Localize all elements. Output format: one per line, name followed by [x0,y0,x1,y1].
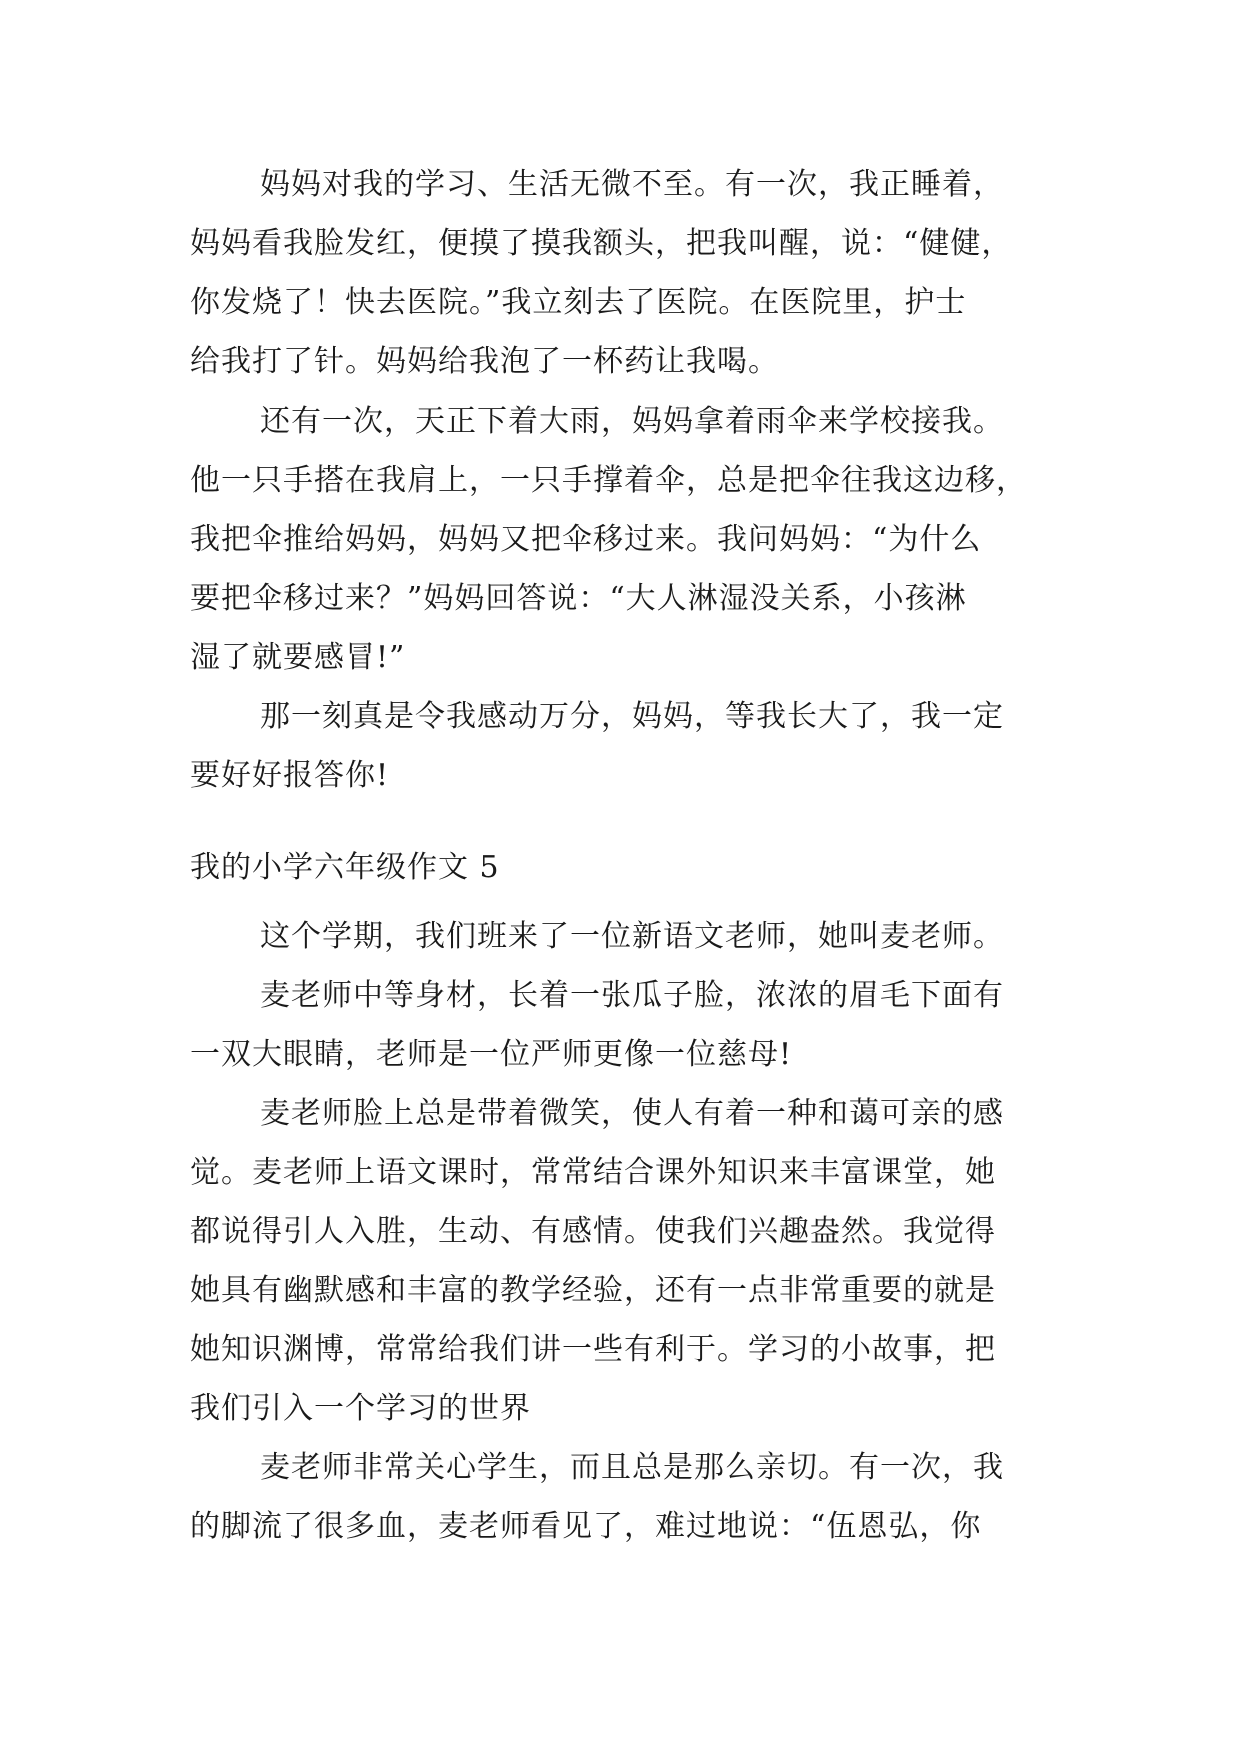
paragraph [190,907,1050,966]
text-line: 给我打了针。妈妈给我泡了一杯药让我喝。 [190,344,779,379]
text-line: 那一刻真是令我感动万分，妈妈，等我长大了，我一定 [260,699,1004,734]
text-line: 妈妈看我脸发红，便摸了摸我额头，把我叫醒，说：“健健， [190,226,1013,261]
paragraph [190,687,1050,805]
text-line: 麦老师脸上总是带着微笑，使人有着一种和蔼可亲的感 [260,1096,1004,1131]
text-line: 你发烧了！快去医院。”我立刻去了医院。在医院里，护士 [190,285,967,320]
text-line: 觉。麦老师上语文课时，常常结合课外知识来丰富课堂，她 [190,1155,996,1190]
text-line: 要把伞移过来？”妈妈回答说：“大人淋湿没关系，小孩淋 [190,581,967,616]
text-line: 一双大眼睛，老师是一位严师更像一位慈母! [190,1037,793,1072]
text-line: 他一只手搭在我肩上，一只手撑着伞，总是把伞往我这边移， [190,463,1027,498]
text-line: 我们引入一个学习的世界 [190,1391,531,1426]
text-line: 这个学期，我们班来了一位新语文老师，她叫麦老师。 [260,919,1004,954]
text-line: 还有一次，天正下着大雨，妈妈拿着雨伞来学校接我。 [260,404,1004,439]
text-line: 妈妈对我的学习、生活无微不至。有一次，我正睡着， [260,167,1004,202]
paragraph [190,966,1050,1084]
text-line: 都说得引人入胜，生动、有感情。使我们兴趣盎然。我觉得 [190,1214,996,1249]
paragraph [190,1438,1050,1556]
text-line: 要好好报答你! [190,758,390,793]
text-line: 湿了就要感冒!” [190,640,406,675]
text-line: 她具有幽默感和丰富的教学经验，还有一点非常重要的就是 [190,1273,996,1308]
text-line: 麦老师中等身材，长着一张瓜子脸，浓浓的眉毛下面有 [260,978,1004,1013]
paragraph [190,1084,1050,1438]
text-line: 的脚流了很多血，麦老师看见了，难过地说：“伍恩弘，你 [190,1509,982,1544]
paragraph [190,392,1050,687]
text-line: 我把伞推给妈妈，妈妈又把伞移过来。我问妈妈：“为什么 [190,522,982,557]
paragraph [190,155,1050,391]
section-heading: 我的小学六年级作文 5 [190,850,500,885]
text-line: 麦老师非常关心学生，而且总是那么亲切。有一次，我 [260,1450,1004,1485]
text-line: 她知识渊博，常常给我们讲一些有利于。学习的小故事，把 [190,1332,996,1367]
